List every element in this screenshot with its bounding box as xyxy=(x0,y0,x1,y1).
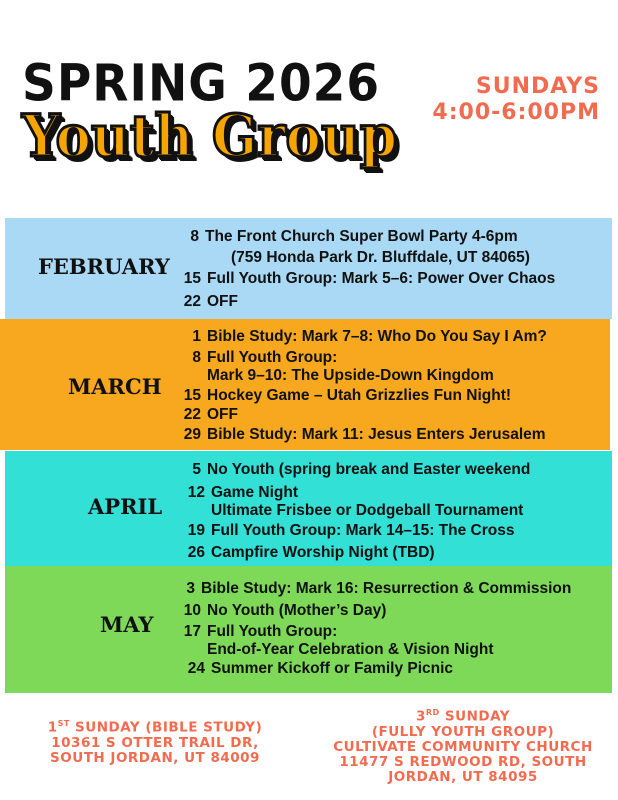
entry-day: 22 xyxy=(183,293,201,310)
footer-right-line4: 11477 S REDWOOD RD, SOUTH xyxy=(339,753,587,770)
entry-day: 10 xyxy=(183,602,201,619)
entry-text: Bible Study: Mark 16: Resurrection & Commission xyxy=(201,580,572,597)
entry-text-line2: End-of-Year Celebration & Vision Night xyxy=(207,641,494,658)
entry-text: The Front Church Super Bowl Party 4-6pm xyxy=(205,228,518,245)
schedule-day-label: SUNDAYS xyxy=(475,74,600,99)
entry-day: 26 xyxy=(187,544,205,561)
entry-day: 22 xyxy=(183,406,201,423)
footer-right-line1 xyxy=(333,705,593,725)
schedule-entry xyxy=(183,387,511,405)
footer-left-line3: SOUTH JORDAN, UT 84009 xyxy=(50,749,260,766)
entry-day: 29 xyxy=(183,426,201,443)
month-label-march: MARCH xyxy=(68,374,162,399)
schedule-entry xyxy=(183,406,238,424)
entry-day: 24 xyxy=(187,660,205,677)
footer-third-sunday xyxy=(333,705,593,785)
schedule-entry xyxy=(183,623,494,659)
schedule-entry xyxy=(183,328,547,346)
entry-day: 19 xyxy=(187,522,205,539)
ordinal-number: 3 xyxy=(415,708,426,725)
footer-left-line2: 10361 S OTTER TRAIL DR, xyxy=(51,734,259,751)
schedule-entry xyxy=(183,293,238,311)
entry-day: 15 xyxy=(183,270,201,287)
month-label-april: APRIL xyxy=(88,494,163,519)
month-label-february: FEBRUARY xyxy=(38,254,170,279)
schedule-entry xyxy=(183,660,453,678)
schedule-entry xyxy=(183,426,546,444)
entry-text: No Youth (spring break and Easter weekend xyxy=(207,461,531,478)
entry-text: Hockey Game – Utah Grizzlies Fun Night! xyxy=(207,387,512,404)
entry-day: 17 xyxy=(183,623,201,640)
month-label-may: MAY xyxy=(100,612,154,637)
ordinal-suffix: ST xyxy=(57,719,70,728)
ordinal-suffix: RD xyxy=(425,708,440,717)
schedule-entry xyxy=(183,228,530,267)
schedule-entry xyxy=(183,522,514,540)
entry-text-line2: (759 Honda Park Dr. Bluffdale, UT 84065) xyxy=(231,249,530,266)
entry-text: Full Youth Group: Mark 14–15: The Cross xyxy=(211,522,515,539)
schedule-entry xyxy=(183,461,530,479)
page-subtitle: Youth Group xyxy=(22,102,398,170)
page-title: SPRING 2026 xyxy=(22,54,381,114)
schedule-entry xyxy=(183,544,435,562)
footer-right-line5: JORDAN, UT 84095 xyxy=(388,768,538,785)
entry-text: OFF xyxy=(207,406,238,423)
schedule-time-label: 4:00-6:00PM xyxy=(432,100,600,125)
footer-first-sunday xyxy=(30,716,280,766)
entry-text: Full Youth Group: xyxy=(207,623,338,640)
ordinal-number: 1 xyxy=(47,719,58,736)
schedule-entry xyxy=(183,484,523,520)
entry-text: Summer Kickoff or Family Picnic xyxy=(211,660,454,677)
entry-text: Bible Study: Mark 11: Jesus Enters Jerusalem xyxy=(207,426,546,443)
footer-left-heading: SUNDAY (BIBLE STUDY) xyxy=(69,719,263,736)
entry-text: Full Youth Group: Mark 5–6: Power Over Chaos xyxy=(207,270,556,287)
entry-day: 5 xyxy=(192,461,201,478)
entry-text: Campfire Worship Night (TBD) xyxy=(211,544,435,561)
schedule-entry xyxy=(183,602,386,620)
entry-text: OFF xyxy=(207,293,238,310)
entry-day: 8 xyxy=(192,349,201,366)
entry-day: 1 xyxy=(192,328,201,345)
entry-text: Game Night xyxy=(211,484,298,501)
footer-right-line3: CULTIVATE COMMUNITY CHURCH xyxy=(333,738,593,755)
footer-left-line1 xyxy=(30,716,280,736)
schedule-entry xyxy=(183,349,494,385)
entry-text: Full Youth Group: xyxy=(207,349,338,366)
footer-right-line2: (FULLY YOUTH GROUP) xyxy=(371,723,555,740)
entry-text-line2: Ultimate Frisbee or Dodgeball Tournament xyxy=(211,502,524,519)
schedule-time xyxy=(432,74,600,126)
entry-day: 8 xyxy=(190,228,199,245)
entry-day: 3 xyxy=(186,580,195,597)
footer-right-heading: SUNDAY xyxy=(439,708,511,725)
schedule-entry xyxy=(183,580,571,598)
entry-text: Bible Study: Mark 7–8: Who Do You Say I Am? xyxy=(207,328,547,345)
schedule-entry xyxy=(183,270,555,288)
entry-text: No Youth (Mother’s Day) xyxy=(207,602,387,619)
entry-day: 12 xyxy=(187,484,205,501)
entry-text-line2: Mark 9–10: The Upside-Down Kingdom xyxy=(207,367,494,384)
entry-day: 15 xyxy=(183,387,201,404)
